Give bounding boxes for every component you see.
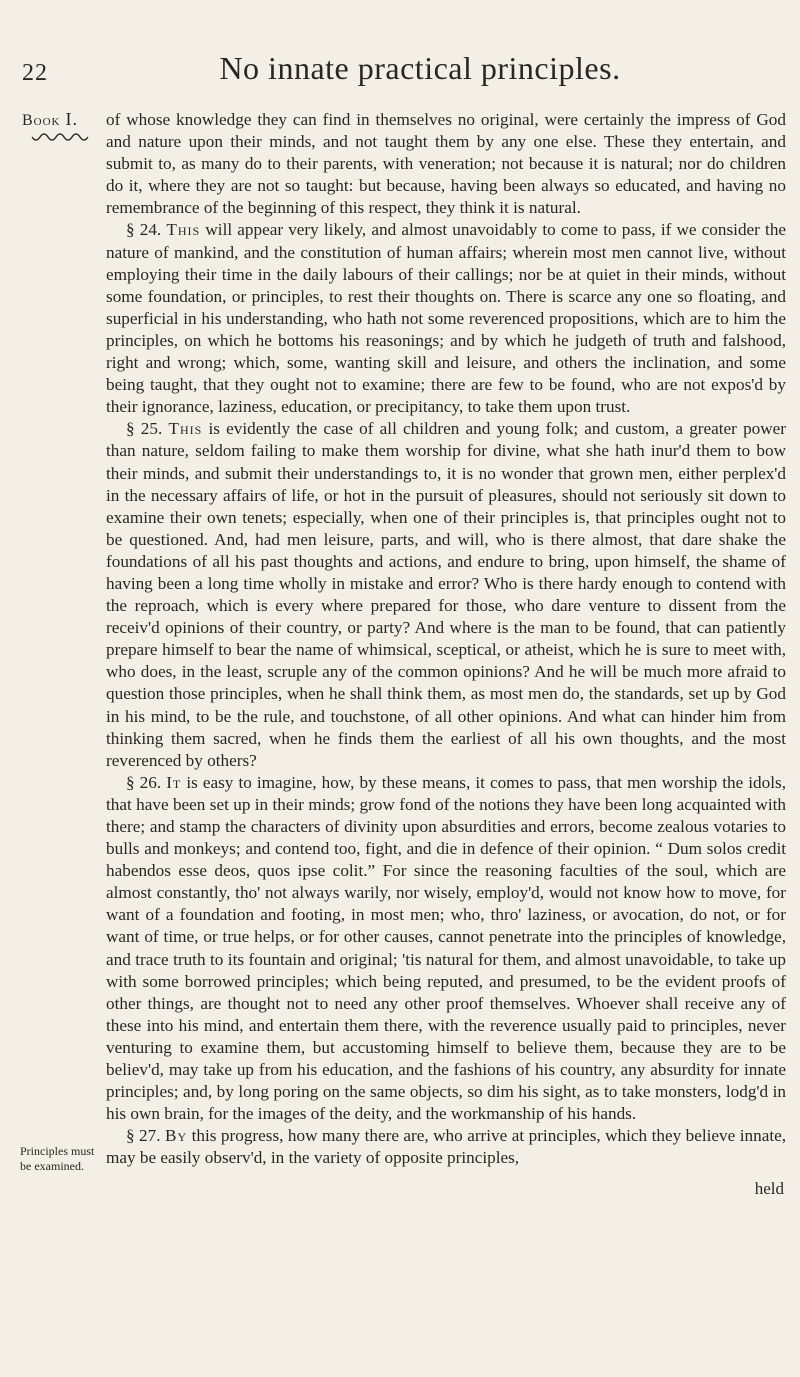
paragraph-section-26 [106, 772, 786, 1126]
paragraph-text: is evidently the case of all children and young folk; and custom, a greater power than nature, seldom failing to make them worship for divine, what she hath inur'd them to bow their minds, and submit their understandings to, it is no wonder that grown men, either perplex'd in the necessary affairs of life, or hot in the pursuit of pleasures, should not seriously sit down to examine their own tenets; especially, when one of their principles is, that principles ought not to be questioned. And, had men leisure, parts, and will, who is there almost, that dare shake the foundations of all his past thoughts and actions, and endure to bring, upon himself, the shame of having been a long time wholly in mistake and error? Who is there hardy enough to contend with the reproach, which is every where prepared for those, who dare venture to dissent from the receiv'd opinions of their country, or party? And where is the man to be found, that can patiently prepare himself to bear the name of whimsical, sceptical, or atheist, which he is sure to meet with, who does, in the least, scruple any of the common opinions? And he will be much more afraid to question those principles, when he shall think them, as most men do, the standards, set up by God in his mind, to be the rule, and touchstone, of all other opinions. And what can hinder him from thinking them sacred, when he finds them the earliest of all his own thoughts, and the most reverenced by others? [106, 419, 787, 770]
section-mark: § 25. [126, 419, 163, 439]
catchword: held [754, 1179, 784, 1198]
book-word: Book [22, 112, 61, 129]
lead-word: This [168, 419, 203, 439]
section-mark: § 24. [126, 220, 162, 240]
page-number: 22 [22, 60, 48, 86]
book-label [22, 109, 78, 130]
paragraph-section-25 [106, 418, 786, 772]
book-number: I. [65, 109, 79, 129]
margin-note: Principles must be examined. [20, 1144, 95, 1173]
paragraph-text: will appear very likely, and almost unavoidably to come to pass, if we consider the nature of mankind, and the constitution of human affairs; wherein most men cannot live, without employing their time in the daily labours of their callings; nor be at quiet in their minds, without some foundation, or principles, to rest their thoughts on. There is scarce any one so floating, and superficial in his understanding, who hath not some reverenced propositions, which are to him the principles, on which he bottoms his reasonings; and by which he judgeth of truth and falshood, right and wrong; which, some, wanting skill and leisure, and others the inclination, and some being taught, that they ought not to examine; there are few to be found, who are not expos'd by their ignorance, laziness, education, or precipitancy, to take them upon trust. [106, 220, 787, 417]
ornament-squiggle-icon [30, 132, 90, 144]
body-text [106, 109, 786, 1170]
paragraph-section-24 [106, 219, 786, 418]
section-mark: § 26. [126, 772, 162, 792]
paragraph-section-27 [106, 1125, 786, 1169]
lead-word: It [166, 772, 182, 792]
paragraph-text: of whose knowledge they can find in themselves no original, were certainly the impress of God and nature upon their minds, and not taught them by any one else. These they entertain, and submit to, as many do to their parents, with veneration; not because it is natural; nor do children do it, where they are not so taught: but because, having been always so educated, and having no remembrance of the beginning of this respect, they think it is natural. [106, 110, 786, 218]
section-mark: § 27. [126, 1126, 161, 1146]
paragraph-continuation [106, 109, 786, 219]
lead-word: This [166, 220, 201, 240]
paragraph-text: is easy to imagine, how, by these means, it comes to pass, that men worship the idols, that have been set up in their minds; grow fond of the notions they have been long acquainted with there; and stamp the characters of divinity upon absurdities and errors, become zealous votaries to bulls and monkeys; and contend too, fight, and die in defence of their opinion. “ Dum solos credit habendos esse deos, quos ipse colit.” For since the reasoning faculties of the soul, which are almost constantly, tho' not always warily, nor wisely, employ'd, would not know how to move, for want of a foundation and footing, in most men; who, thro' laziness, or avocation, do not, or for want of time, or true helps, or for other causes, cannot penetrate into the principles of knowledge, and trace truth to its fountain and original; 'tis natural for them, and almost unavoidable, to take up with some borrowed principles; which being reputed, and presumed, to be the evident proofs of other things, are thought not to need any other proof themselves. Whoever shall receive any of these into his mind, and entertain them there, with the reverence usually paid to principles, never venturing to examine them, but accustoming himself to believe them, because they are to be believ'd, may take up from his education, and the fashions of his country, any absurdity for innate principles; and, by long poring on the same objects, so dim his sight, as to take monsters, lodg'd in his own brain, for the images of the deity, and the workmanship of his hands. [106, 772, 787, 1124]
paragraph-text: this progress, how many there are, who arrive at principles, which they believe innate, may be easily observ'd, in the variety of opposite principles, [106, 1126, 787, 1168]
lead-word: By [165, 1126, 188, 1146]
running-title: No innate practical principles. [219, 50, 621, 86]
